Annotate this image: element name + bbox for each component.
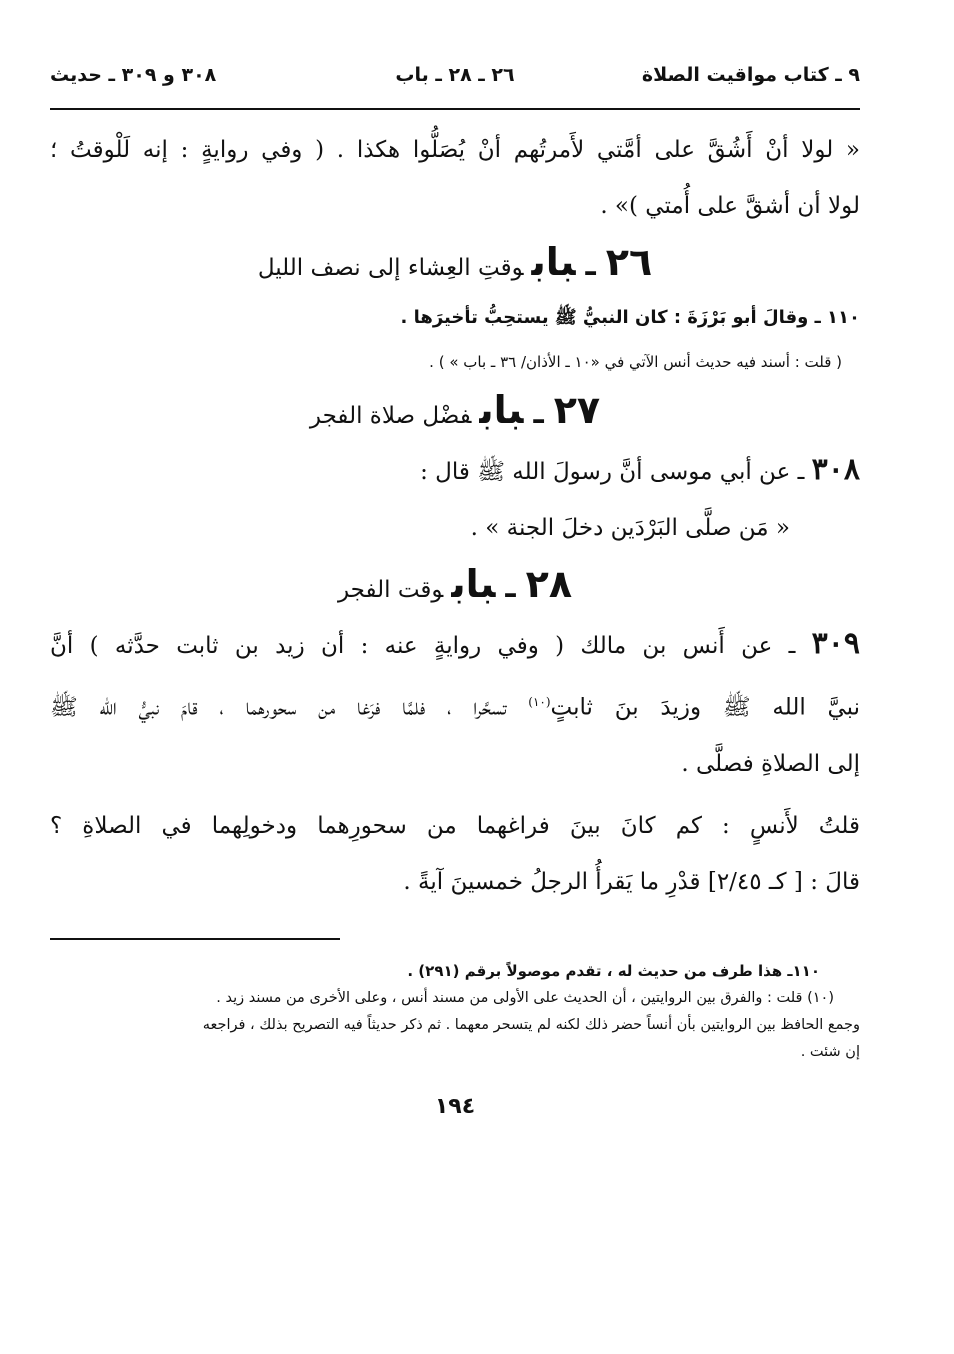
bab-title: وقتِ العِشاء إلى نصف الليل (257, 255, 524, 281)
answer-line: قالَ : [ كـ ٢/٤٥] قدْرِ ما يَقرأُ الرجلُ خمسينَ آيةً . (403, 868, 860, 895)
header-rule (50, 108, 860, 110)
hadith-number: ٣٠٨ (811, 452, 860, 487)
bab-word: باب (479, 388, 524, 432)
footnote-marker[interactable]: (١٠) (528, 695, 551, 709)
intro-line-1: « لولا أنْ أَشُقَّ على أمَّتي لأَمرتُهم أنْ يُصَلُّوا هكذا . ( وفي روايةٍ : إنه لَلْوقتُ ؛ (50, 137, 860, 163)
footnote-110: ١١٠ـ هذا طرف من حديث له ، تقدم موصولاً برقم (٢٩١) . (407, 961, 820, 980)
header-chapter: ٩ ـ كتاب مواقيت الصلاة (641, 64, 860, 86)
bab-number: ٢٦ (605, 240, 653, 284)
footnote-10-line-2: وجمع الحافظ بين الروايتين بأن أنساً حضر ذلك لكنه لم يتسحر معهما . ثم ذكر حديثاً فيه التصريح بذلك ، فراجعه (202, 1016, 860, 1033)
intro-text (50, 122, 860, 234)
bab-27-heading: ٢٧ـبابفضْل صلاة الفجر (309, 388, 601, 432)
book-page (50, 60, 860, 1119)
bab-28-heading: ٢٨ـبابوقت الفجر (337, 562, 573, 606)
bab-word: باب (531, 240, 576, 284)
header-section: ٢٦ ـ ٢٨ ـ باب (395, 64, 515, 86)
hadith-text: ـ عن أبي موسى أنَّ رسولَ الله ﷺ قال : (420, 459, 805, 485)
bab-26-heading: ٢٦ـبابوقتِ العِشاء إلى نصف الليل (257, 240, 653, 284)
intro-line-2: لولا أن أشقَّ على أُمتي )» . (600, 193, 860, 219)
hadith-308-line-1 (50, 442, 860, 500)
hadith-text: ـ عن أَنس بن مالك ( وفي روايةٍ عنه : أن زيد بن ثابت حدَّثه ) أنَّ (50, 633, 796, 659)
footnote-10-line-1: (١٠) قلت : والفرق بين الروايتين ، أن الحديث على الأولى من مسند أنس ، وعلى الأخرى من مسند زيد . (216, 989, 834, 1006)
hadith-text: تسحَّرا ، فلمَّا فرَغا من سحورهما ، قامَ نبيُّ الله ﷺ (50, 694, 507, 721)
hadith-110: ١١٠ ـ وقالَ أبو بَرْزَةَ : كان النبيُّ ﷺ يستحِبُّ تأخيرَها . (400, 307, 860, 328)
hadith-number: ٣٠٩ (811, 626, 860, 661)
header-hadith-range: ٣٠٨ و ٣٠٩ ـ حديث (50, 64, 217, 86)
editor-note: ( قلت : أسند فيه حديث أنس الآتي في «١٠ ـ الأذان/ ٣٦ ـ باب » ) . (429, 353, 842, 371)
question-line-1: قلتُ لأَنسٍ : كم كانَ بينَ فراغهما من سحورِهما ودخولِهما في الصلاةِ ؟ (50, 812, 860, 839)
bab-title: وقت الفجر (337, 577, 444, 603)
hadith-309-line-3: إلى الصلاةِ فصلَّى . (681, 750, 860, 777)
hadith-309-line-2 (50, 674, 860, 736)
hadith-309-line-1 (50, 616, 860, 674)
hadith-text: نبيَّ الله ﷺ وزيدَ بنَ ثابتٍ (550, 694, 861, 721)
page-number: ١٩٤ (434, 1093, 476, 1119)
bab-number: ٢٧ (553, 388, 601, 432)
footnote-10-line-3: إن شئت . (800, 1043, 860, 1060)
running-header (50, 60, 860, 100)
bab-number: ٢٨ (525, 562, 573, 606)
hadith-308-line-2: « مَن صلَّى البَرْدَين دخلَ الجنة » . (470, 515, 790, 541)
bab-title: فضْل صلاة الفجر (309, 403, 472, 429)
bab-word: باب (451, 562, 496, 606)
footnote-rule (50, 938, 340, 940)
